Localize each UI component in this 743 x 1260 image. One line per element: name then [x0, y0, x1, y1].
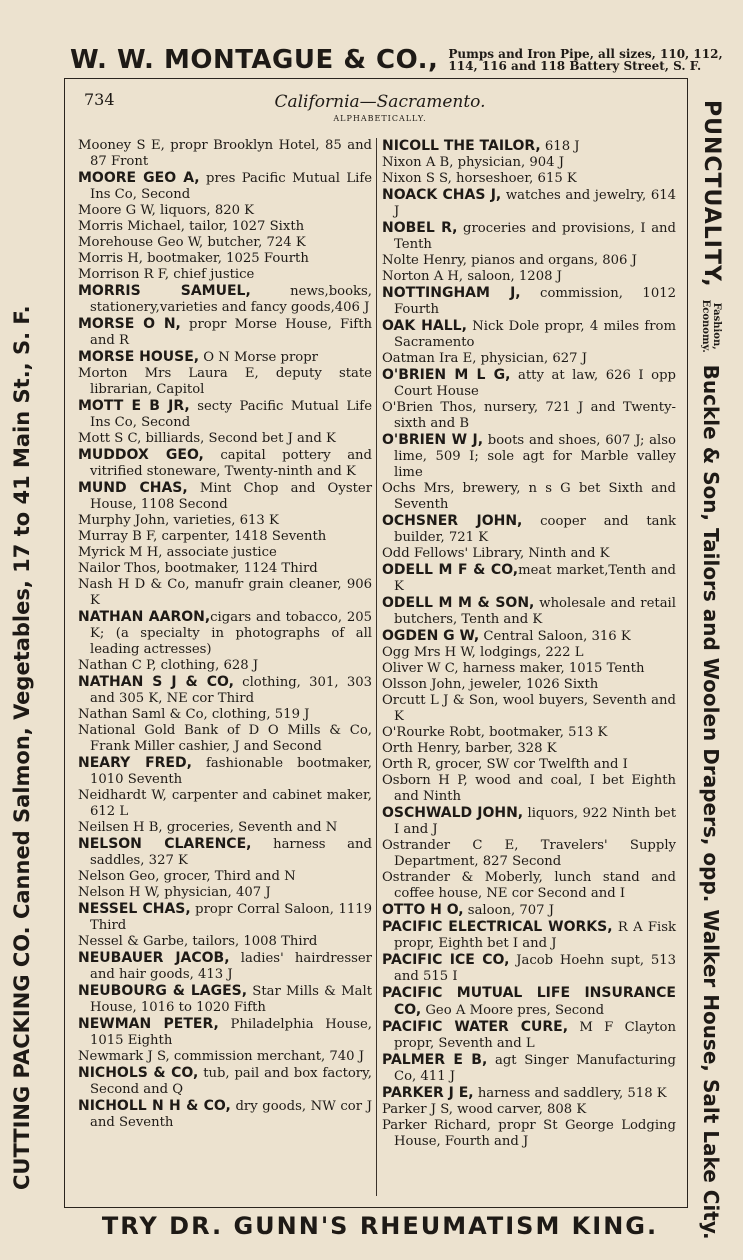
directory-entry [78, 251, 372, 267]
entry-details: Frank Miller cashier, J and Second [90, 739, 322, 754]
entry-name: Orth Henry, [382, 741, 462, 756]
directory-entry [78, 219, 372, 235]
advertiser-details [448, 48, 722, 72]
directory-entry [78, 755, 372, 788]
directory-entry [382, 838, 676, 870]
entry-name: Nailor Thos, [78, 561, 161, 576]
left-column [78, 138, 372, 1131]
entry-details: associate justice [162, 545, 277, 560]
entry-name: Odd Fellows' Library, [382, 546, 525, 561]
entry-details: clothing, 628 J [156, 658, 259, 673]
entry-details: Ninth and K [524, 546, 610, 561]
entry-details: harness and saddlery, 518 K [473, 1086, 667, 1101]
entry-name: NEUBAUER JACOB, [78, 950, 230, 966]
entry-details: tailor, 1027 Sixth [184, 219, 305, 234]
entry-name: Nelson Geo, [78, 869, 160, 884]
entry-name: Nathan Saml & Co, [78, 707, 208, 722]
directory-entry [382, 318, 676, 351]
directory-entry [78, 561, 372, 577]
entry-name: Morris Michael, [78, 219, 185, 234]
entry-details: Central Saloon, 316 K [479, 629, 631, 644]
entry-name: NOACK CHAS J, [382, 187, 502, 203]
directory-entry [78, 1049, 372, 1065]
directory-entry [382, 400, 676, 432]
directory-entry [382, 1085, 676, 1102]
entry-name: Morehouse Geo W, [78, 235, 204, 250]
entry-details: groceries and provisions, I and Tenth [394, 221, 676, 252]
directory-entry [382, 138, 676, 155]
entry-details: carpenter, 1418 Seventh [157, 529, 327, 544]
entry-name: NEUBOURG & LAGES, [78, 983, 248, 999]
directory-entry [382, 546, 676, 562]
entry-name: Morris H, [78, 251, 143, 266]
directory-entry [382, 757, 676, 773]
directory-entry [78, 901, 372, 934]
entry-details: ladies' hairdresser and hair goods, 413 J [90, 951, 372, 982]
right-margin-advertisement [699, 100, 724, 1240]
entry-name: Mott S C, [78, 431, 142, 446]
entry-details: Star Mills & Malt House, 1016 to 1020 Fifth [90, 984, 373, 1015]
entry-details: agt Singer Manufacturing Co, 411 J [394, 1053, 676, 1084]
entry-details: cigars and tobacco, 205 K; (a specialty in photographs of all leading actresses) [90, 610, 372, 657]
directory-entry [382, 773, 676, 805]
entry-details: bootmaker, 1124 Third [160, 561, 318, 576]
entry-name: NEWMAN PETER, [78, 1016, 219, 1032]
entry-details: cooper and tank builder, 721 K [394, 514, 676, 545]
directory-entry [382, 741, 676, 757]
entry-details: harness and saddles, 327 K [90, 837, 372, 868]
entry-name: Nash H D & Co, [78, 577, 190, 592]
entry-name: Orcutt L J & Son, [382, 693, 499, 708]
entry-name: PACIFIC MUTUAL LIFE INSURANCE CO, [382, 985, 676, 1018]
entry-details: capital pottery and vitrified stoneware, Twenty-ninth and K [90, 448, 372, 479]
entry-details: R A Fisk propr, Eighth bet I and J [394, 920, 677, 951]
entry-name: Oatman Ira E, [382, 351, 477, 366]
entry-name: Murphy John, [78, 513, 170, 528]
directory-entry [78, 788, 372, 820]
entry-details: propr Brooklyn Hotel, 85 and 87 Front [90, 138, 373, 169]
directory-entry [78, 983, 372, 1016]
column-divider [376, 138, 377, 1196]
directory-entry [78, 658, 372, 674]
entry-details: atty at law, 626 I opp Court House [394, 368, 676, 399]
entry-name: PACIFIC WATER CURE, [382, 1019, 569, 1035]
entry-details: wool buyers, Seventh and K [394, 693, 676, 724]
entry-name: Nelson H W, [78, 885, 161, 900]
entry-details: saloon, 707 J [463, 903, 555, 918]
entry-name: Moore G W, [78, 203, 156, 218]
entry-details: bootmaker, 513 K [484, 725, 608, 740]
directory-entry [78, 431, 372, 447]
directory-entry [78, 366, 372, 398]
slogan-small-1: Fashion, [711, 302, 723, 350]
entry-name: PALMER E B, [382, 1052, 488, 1068]
entry-details: brewery, n s G bet Sixth and Seventh [394, 481, 676, 512]
entry-details: commission, 1012 Fourth [394, 286, 676, 317]
entry-details: saloon, 1208 J [463, 269, 562, 284]
entry-name: NESSEL CHAS, [78, 901, 191, 917]
entry-name: NATHAN AARON, [78, 609, 211, 625]
directory-entry [382, 155, 676, 171]
entry-name: NICOLL THE TAILOR, [382, 138, 541, 154]
directory-entry [382, 253, 676, 269]
entry-name: PARKER J E, [382, 1085, 474, 1101]
entry-name: Orth R, [382, 757, 432, 772]
entry-details: deputy state librarian, Capitol [90, 366, 372, 397]
directory-entry [78, 267, 372, 283]
directory-entry [382, 870, 676, 902]
directory-entry [382, 1019, 676, 1052]
entry-name: MOORE GEO A, [78, 170, 200, 186]
entry-details: physician, 904 J [453, 155, 564, 170]
directory-entry [78, 707, 372, 723]
directory-entry [78, 885, 372, 901]
entry-name: O'BRIEN M L G, [382, 367, 511, 383]
advertiser-line-2: 114, 116 and 118 Battery Street, S. F. [448, 59, 702, 73]
directory-entry [78, 349, 372, 366]
entry-name: PACIFIC ELECTRICAL WORKS, [382, 919, 613, 935]
directory-entry [382, 285, 676, 318]
entry-details: pres Pacific Mutual Life Ins Co, Second [90, 171, 373, 202]
advertiser-name: W. W. MONTAGUE & CO., [70, 45, 439, 75]
directory-entry [78, 577, 372, 609]
entry-details: clothing, 301, 303 and 305 K, NE cor Third [90, 675, 372, 706]
entry-name: Murray B F, [78, 529, 158, 544]
entry-details: boots and shoes, 607 J; also lime, 509 I; sole agt for Marble valley lime [394, 433, 676, 480]
entry-details: grocer, SW cor Twelfth and I [431, 757, 628, 772]
directory-entry [382, 952, 676, 985]
entry-name: Nixon S S, [382, 171, 452, 186]
entry-details: carpenter and cabinet maker, 612 L [90, 788, 372, 819]
entry-details: lunch stand and coffee house, NE cor Second and I [394, 870, 676, 901]
entry-name: OCHSNER JOHN, [382, 513, 523, 529]
entry-name: Ochs Mrs, [382, 481, 455, 496]
directory-entry [78, 316, 372, 349]
entry-details: pianos and organs, 806 J [466, 253, 637, 268]
directory-entry [78, 235, 372, 251]
entry-details: watches and jewelry, 614 J [394, 188, 676, 219]
entry-details: Philadelphia House, 1015 Eighth [90, 1017, 372, 1048]
directory-entry [382, 269, 676, 285]
running-title: California—Sacramento. [274, 92, 486, 112]
directory-entry [78, 529, 372, 545]
entry-details: dry goods, NW cor J and Seventh [90, 1099, 372, 1130]
entry-details: propr Corral Saloon, 1119 Third [90, 902, 373, 933]
directory-entry [78, 674, 372, 707]
entry-details: Jacob Hoehn supt, 513 and 515 I [394, 953, 676, 984]
entry-name: OTTO H O, [382, 902, 464, 918]
directory-entry [78, 1098, 372, 1131]
entry-name: Newmark J S, [78, 1049, 170, 1064]
entry-details: secty Pacific Mutual Life Ins Co, Second [90, 399, 372, 430]
entry-details: liquors, 922 Ninth bet I and J [394, 806, 676, 837]
directory-entry [78, 545, 372, 561]
entry-name: NELSON CLARENCE, [78, 836, 252, 852]
entry-details: barber, 328 K [461, 741, 557, 756]
entry-name: O'Brien Thos, [382, 400, 477, 415]
page-header [84, 90, 676, 130]
entry-name: ODELL M M & SON, [382, 595, 535, 611]
entry-name: Parker J S, [382, 1102, 453, 1117]
directory-entry [78, 1016, 372, 1049]
directory-entry [78, 283, 372, 316]
directory-entry [78, 480, 372, 513]
entry-details: Geo A Moore pres, Second [421, 1003, 605, 1018]
entry-details: M F Clayton propr, Seventh and L [394, 1020, 676, 1051]
entry-details: physician, 627 J [476, 351, 587, 366]
directory-entry [78, 513, 372, 529]
entry-details: 618 J [540, 139, 580, 154]
entry-name: Norton A H, [382, 269, 464, 284]
entry-name: PACIFIC ICE CO, [382, 952, 510, 968]
slogan-small [701, 300, 723, 353]
entry-details: varieties, 613 K [169, 513, 279, 528]
entry-details: Nick Dole propr, 4 miles from Sacramento [394, 319, 677, 350]
entry-name: ODELL M F & CO, [382, 562, 519, 578]
entry-name: Neidhardt W, [78, 788, 167, 803]
directory-entry [382, 187, 676, 220]
entry-name: OSCHWALD JOHN, [382, 805, 524, 821]
directory-entry [382, 171, 676, 187]
entry-name: Ogg Mrs H W, [382, 645, 476, 660]
entry-name: Mooney S E, [78, 138, 165, 153]
advertiser-line-1: Pumps and Iron Pipe, all sizes, 110, 112, [448, 47, 723, 61]
entry-details: nursery, 721 J and Twenty-sixth and B [394, 400, 677, 431]
page-number: 734 [84, 90, 115, 109]
entry-details: news,books, stationery,varieties and fancy goods,406 J [90, 284, 372, 315]
entry-details: Mint Chop and Oyster House, 1108 Second [90, 481, 372, 512]
entry-details: clothing, 519 J [207, 707, 310, 722]
entry-details: jeweler, 1026 Sixth [465, 677, 599, 692]
entry-details: physician, 407 J [160, 885, 271, 900]
directory-entry [78, 447, 372, 480]
entry-details: chief justice [169, 267, 255, 282]
slogan: PUNCTUALITY, [699, 100, 724, 288]
entry-name: Olsson John, [382, 677, 466, 692]
entry-name: NOBEL R, [382, 220, 458, 236]
directory-entry [382, 725, 676, 741]
right-column [382, 138, 676, 1150]
entry-details: lodgings, 222 L [475, 645, 584, 660]
entry-details: propr Morse House, Fifth and R [90, 317, 372, 348]
directory-entry [382, 661, 676, 677]
entry-name: Osborn H P, [382, 773, 468, 788]
entry-details: butcher, 724 K [203, 235, 306, 250]
directory-entry [78, 820, 372, 836]
entry-name: Nixon A B, [382, 155, 454, 170]
entry-details: harness maker, 1015 Tenth [458, 661, 645, 676]
entry-name: NATHAN S J & CO, [78, 674, 234, 690]
entry-name: MORRIS SAMUEL, [78, 283, 251, 299]
entry-name: Neilsen H B, [78, 820, 163, 835]
subhead: ALPHABETICALLY. [333, 114, 427, 123]
left-margin-advertisement: CUTTING PACKING CO. Canned Salmon, Vegetables, 17 to 41 Main St., S. F. [10, 305, 34, 1190]
entry-details: wood and coal, I bet Eighth and Ninth [394, 773, 676, 804]
directory-entry [382, 902, 676, 919]
directory-entry [382, 645, 676, 661]
slogan-rest: Buckle & Son, Tailors and Woolen Drapers, opp. Walker House, Salt Lake City. [699, 364, 724, 1240]
directory-entry [78, 609, 372, 658]
entry-name: OAK HALL, [382, 318, 467, 334]
directory-entry [382, 562, 676, 595]
directory-columns [78, 138, 678, 1202]
entry-name: NICHOLS & CO, [78, 1065, 199, 1081]
entry-details: manufr grain cleaner, 906 K [90, 577, 372, 608]
entry-details: billiards, Second bet J and K [141, 431, 336, 446]
entry-details: commission merchant, 740 J [169, 1049, 365, 1064]
directory-entry [382, 1102, 676, 1118]
entry-name: NICHOLL N H & CO, [78, 1098, 231, 1114]
entry-details: O N Morse propr [199, 350, 318, 365]
directory-entry [78, 203, 372, 219]
entry-name: NOTTINGHAM J, [382, 285, 521, 301]
directory-entry [382, 805, 676, 838]
entry-name: Myrick M H, [78, 545, 163, 560]
directory-entry [78, 138, 372, 170]
entry-details: fashionable bootmaker, 1010 Seventh [90, 756, 372, 787]
directory-entry [382, 919, 676, 952]
directory-entry [382, 367, 676, 400]
directory-entry [382, 351, 676, 367]
directory-entry [382, 628, 676, 645]
entry-name: Morrison R F, [78, 267, 170, 282]
entry-name: Parker Richard, [382, 1118, 491, 1133]
directory-entry [382, 693, 676, 725]
entry-details: groceries, Seventh and N [162, 820, 338, 835]
entry-name: Nathan C P, [78, 658, 157, 673]
directory-entry [382, 481, 676, 513]
entry-name: Nessel & Garbe, [78, 934, 189, 949]
entry-details: propr St George Lodging House, Fourth and J [394, 1118, 676, 1149]
entry-details: horseshoer, 615 K [451, 171, 577, 186]
directory-entry [78, 869, 372, 885]
directory-entry [78, 934, 372, 950]
directory-entry [78, 1065, 372, 1098]
entry-details: wholesale and retail butchers, Tenth and K [394, 596, 676, 627]
directory-entry [382, 1118, 676, 1150]
directory-entry [382, 677, 676, 693]
directory-entry [382, 985, 676, 1019]
entry-details: wood carver, 808 K [452, 1102, 587, 1117]
slogan-small-2: Economy. [700, 299, 712, 353]
directory-entry [78, 398, 372, 431]
entry-name: O'Rourke Robt, [382, 725, 485, 740]
directory-entry [78, 836, 372, 869]
directory-entry [382, 513, 676, 546]
entry-name: MOTT E B JR, [78, 398, 190, 414]
directory-entry [382, 1052, 676, 1085]
entry-name: MUDDOX GEO, [78, 447, 204, 463]
entry-name: NEARY FRED, [78, 755, 192, 771]
entry-name: O'BRIEN W J, [382, 432, 484, 448]
entry-details: grocer, Third and N [159, 869, 296, 884]
bottom-advertisement: TRY DR. GUNN'S RHEUMATISM KING. [101, 1212, 659, 1240]
entry-name: Nolte Henry, [382, 253, 467, 268]
entry-details: liquors, 820 K [155, 203, 255, 218]
entry-name: Oliver W C, [382, 661, 459, 676]
entry-name: Morton Mrs Laura E, [78, 366, 259, 381]
entry-details: bootmaker, 1025 Fourth [142, 251, 309, 266]
entry-name: MORSE HOUSE, [78, 349, 200, 365]
entry-details: tailors, 1008 Third [188, 934, 318, 949]
entry-details: tub, pail and box factory, Second and Q [90, 1066, 373, 1097]
directory-entry [382, 595, 676, 628]
entry-name: National Gold Bank of D O Mills & Co, [78, 723, 372, 738]
entry-name: Ostrander C E, [382, 838, 519, 853]
entry-details: Travelers' Supply Department, 827 Second [394, 838, 676, 869]
top-advertisement [70, 38, 723, 82]
entry-name: Ostrander & Moberly, [382, 870, 543, 885]
entry-name: MORSE O N, [78, 316, 181, 332]
directory-entry [78, 170, 372, 203]
entry-details: meat market,Tenth and K [394, 563, 676, 594]
directory-entry [78, 723, 372, 755]
entry-name: OGDEN G W, [382, 628, 480, 644]
directory-entry [78, 950, 372, 983]
directory-entry [382, 432, 676, 481]
directory-entry [382, 220, 676, 253]
entry-name: MUND CHAS, [78, 480, 188, 496]
